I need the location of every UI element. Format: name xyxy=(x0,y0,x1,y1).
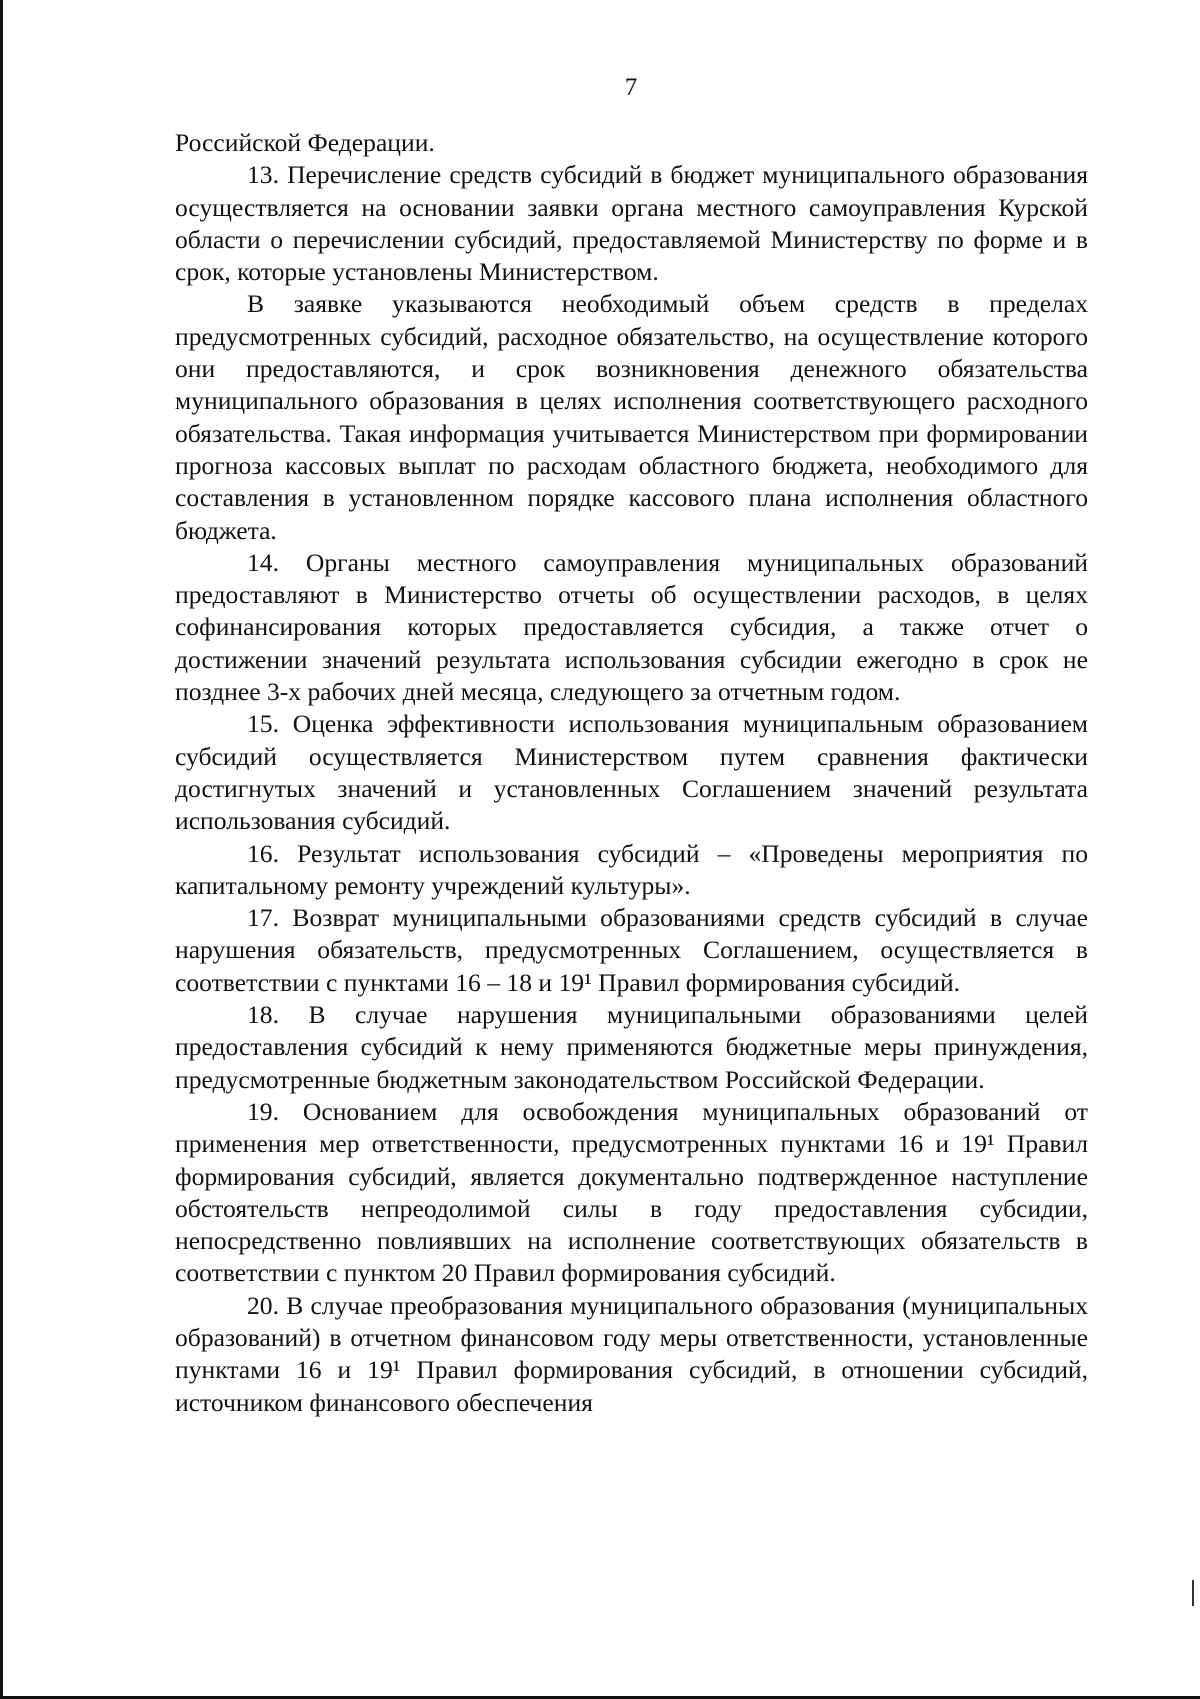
paragraph-19: 19. Основанием для освобождения муниципальных образований от применения мер ответственности, предусмотренных пунктами 16 и 19¹ Правил формирования субсидий, является документально подтвержденное наступление обстоятельств непреодолимой силы в году предоставления субсидии, непосредственно повлиявших на исполнение соответствующих обязательств в соответствии с пунктом 20 Правил формирования субсидий. xyxy=(175,1096,1088,1288)
document-body xyxy=(175,127,1088,1419)
scan-edge-mark xyxy=(1192,1580,1194,1606)
paragraph-15: 15. Оценка эффективности использования муниципальным образованием субсидий осуществляется Министерством путем сравнения фактически достигнутых значений и установленных Соглашением значений результата использования субсидий. xyxy=(175,709,1088,836)
paragraph-17: 17. Возврат муниципальными образованиями средств субсидий в случае нарушения обязательств, предусмотренных Соглашением, осуществляется в соответствии с пунктами 16 – 18 и 19¹ Правил формирования субсидий. xyxy=(175,903,1088,997)
paragraph-20: 20. В случае преобразования муниципального образования (муниципальных образований) в отчетном финансовом году меры ответственности, установленные пунктами 16 и 19¹ Правил формирования субсидий, в отношении субсидий, источником финансового обеспечения xyxy=(175,1290,1088,1417)
paragraph-continuation: Российской Федерации. xyxy=(175,128,435,157)
paragraph-16: 16. Результат использования субсидий – «Проведены мероприятия по капитальному ремонту учреждений культуры». xyxy=(175,838,1088,900)
paragraph-18: 18. В случае нарушения муниципальными образованиями целей предоставления субсидий к нему применяются бюджетные меры принуждения, предусмотренные бюджетным законодательством Российской Федерации. xyxy=(175,1000,1088,1094)
paragraph-14: 14. Органы местного самоуправления муниципальных образований предоставляют в Министерство отчеты об осуществлении расходов, в целях софинансирования которых предоставляется субсидия, а также отчет о достижении значений результата использования субсидии ежегодно в срок не позднее 3-х рабочих дней месяца, следующего за отчетным годом. xyxy=(175,547,1088,707)
paragraph-13-application: В заявке указываются необходимый объем средств в пределах предусмотренных субсидий, расходное обязательство, на осуществление которого они предоставляются, и срок возникновения денежного обязательства муниципального образования в целях исполнения соответствующего расходного обязательства. Такая информация учитывается Министерством при формировании прогноза кассовых выплат по расходам областного бюджета, необходимого для составления в установленном порядке кассового плана исполнения областного бюджета. xyxy=(175,289,1088,545)
paragraph-13: 13. Перечисление средств субсидий в бюджет муниципального образования осуществляется на основании заявки органа местного самоуправления Курской области о перечислении субсидий, предоставляемой Министерству по форме и в срок, которые установлены Министерством. xyxy=(175,160,1088,287)
page-number: 7 xyxy=(624,74,638,101)
